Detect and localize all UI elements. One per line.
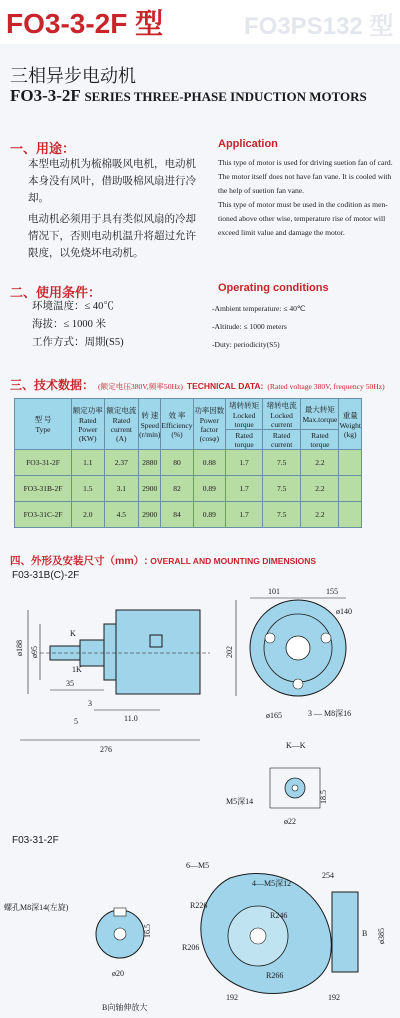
cell-efficiency: 82 xyxy=(161,476,193,502)
cell-speed: 2880 xyxy=(139,450,161,476)
technical-en-note: (Rated voltage 380V, frequency 50Hz) xyxy=(267,382,385,391)
motor-flange xyxy=(104,624,116,680)
cell-max-torque: 2.2 xyxy=(301,476,339,502)
cell-locked-torque: 1.7 xyxy=(226,450,263,476)
header-speed-cn: 转 速 xyxy=(141,410,159,420)
header-lc-sub: Rated current xyxy=(263,430,301,450)
header-power-factor xyxy=(193,399,226,450)
bolt-hole xyxy=(265,633,275,643)
header-lt-en: Locked torque xyxy=(232,410,256,429)
label-16-5: 16.5 xyxy=(143,924,152,938)
cell-current: 3.1 xyxy=(104,476,139,502)
header-eff-unit: (%) xyxy=(171,429,183,439)
en-series: SERIES THREE-PHASE INDUCTION MOTORS xyxy=(84,89,367,104)
bolt-hole xyxy=(293,679,303,689)
label-202: 202 xyxy=(225,646,234,658)
operating-en-item: -Altitude: ≤ 1000 meters xyxy=(212,322,287,331)
label-6m5: 6—M5 xyxy=(186,861,210,870)
table-row xyxy=(15,476,362,502)
technical-cn-heading: 三、技术数据： xyxy=(10,378,95,392)
operating-cn-item: 环境温度：≤ 40℃ xyxy=(32,301,114,312)
cell-locked-current: 7.5 xyxy=(263,502,301,528)
cell-weight xyxy=(339,476,362,502)
label-35: 35 xyxy=(66,679,74,688)
label-d165: ø165 xyxy=(266,711,282,720)
label-b: B xyxy=(362,929,368,938)
label-11: 11.0 xyxy=(124,714,138,723)
header-locked-current xyxy=(263,399,301,430)
label-5: 5 xyxy=(74,717,78,726)
header-power-cn: 额定功率 xyxy=(72,406,103,415)
bolt-hole xyxy=(321,633,331,643)
cell-type: FO3-31B-2F xyxy=(15,476,72,502)
end-view-center xyxy=(286,636,310,660)
cell-max-torque: 2.2 xyxy=(301,502,339,528)
label-4m5: 4—M5深12 xyxy=(252,879,292,888)
header-lc-cn: 堵转电流 xyxy=(266,400,297,410)
dimensions-en-heading: OVERALL AND MOUNTING DIMENSIONS xyxy=(150,556,317,566)
cell-power: 1.1 xyxy=(72,450,105,476)
label-d140: ø140 xyxy=(336,607,352,616)
application-en-line: exceed limit value and damage the motor. xyxy=(218,228,345,237)
cell-locked-current: 7.5 xyxy=(263,476,301,502)
cell-power: 1.5 xyxy=(72,476,105,502)
label-k: K xyxy=(70,629,76,638)
header-mt-en: Max.torque xyxy=(302,415,338,425)
header-current-cn: 额定电流 xyxy=(106,406,137,415)
label-r206: R206 xyxy=(182,943,200,952)
en-model: FO3-3-2F xyxy=(10,86,81,105)
model-label-1: F03-31B(C)-2F xyxy=(12,570,80,581)
cell-locked-torque: 1.7 xyxy=(226,502,263,528)
operating-cn-heading: 二、使用条件： xyxy=(10,285,102,300)
label-d385: ø385 xyxy=(377,928,386,944)
label-m5: M5深14 xyxy=(226,797,254,806)
application-en-line: This type of motor must be used in the codition as men- xyxy=(218,200,388,209)
application-en-line: tioned above other wise, temperature rise of motor will xyxy=(218,214,386,223)
application-en-heading: Application xyxy=(218,138,278,150)
header-current-unit: (A) xyxy=(116,434,127,443)
label-d22: ø22 xyxy=(284,817,296,826)
label-192-b: 192 xyxy=(328,993,340,1002)
label-101: 101 xyxy=(268,587,280,596)
header-pf-unit: (cosφ) xyxy=(199,434,219,443)
dimensions-heading-line xyxy=(10,553,316,568)
header-weight xyxy=(339,399,362,450)
cell-power-factor: 0.88 xyxy=(193,450,226,476)
header-w-en: Weight xyxy=(339,420,361,430)
operating-en-item: -Duty: periodicity(S5) xyxy=(212,340,280,349)
header-eff-cn: 效 率 xyxy=(168,410,186,420)
shaft-key xyxy=(114,908,126,916)
header-speed-unit: (r/min) xyxy=(139,429,161,439)
technical-cn-note: (额定电压380V,频率50Hz) xyxy=(98,382,183,391)
header-locked-torque xyxy=(226,399,263,430)
label-r226: R226 xyxy=(190,901,208,910)
operating-cn-list xyxy=(32,298,124,352)
model-label-2: F03-31-2F xyxy=(12,835,59,846)
header-type-en: Type xyxy=(35,425,51,434)
label-276: 276 xyxy=(100,745,112,754)
label-r246: R246 xyxy=(270,911,288,920)
cell-power-factor: 0.89 xyxy=(193,476,226,502)
technical-heading-line xyxy=(10,376,385,394)
cell-locked-torque: 1.7 xyxy=(226,476,263,502)
operating-cn-item: 海拔：≤ 1000 米 xyxy=(32,319,107,330)
cell-speed: 2900 xyxy=(139,476,161,502)
ghost-title: FO3PS132 型 xyxy=(244,13,394,40)
side-housing xyxy=(332,892,358,972)
cell-speed: 2900 xyxy=(139,502,161,528)
application-cn-paragraph: 本型电动机为梳棉吸风电机，电动机本身没有风叶，借助吸棉风扇进行冷却。 xyxy=(28,159,196,204)
header-power-unit: (KW) xyxy=(79,434,97,443)
application-cn-paragraph: 电动机必须用于具有类似风扇的冷却情况下，否则电动机温升将超过允许限度，以免烧坏电动机。 xyxy=(28,214,196,259)
technical-data-table xyxy=(14,398,362,528)
cell-type: FO3-31C-2F xyxy=(15,502,72,528)
technical-en-heading: TECHNICAL DATA: xyxy=(186,381,264,391)
cn-subtitle: 三相异步电动机 xyxy=(10,66,136,86)
label-1k: 1K xyxy=(72,665,82,674)
table-row xyxy=(15,502,362,528)
label-m8: 3 — M8深16 xyxy=(308,709,352,718)
label-192-a: 192 xyxy=(226,993,238,1002)
dimensions-cn-heading: 四、外形及安装尺寸（mm）: xyxy=(10,555,148,567)
header-lt-cn: 堵转转矩 xyxy=(229,400,260,410)
header-lt-sub: Rated torque xyxy=(226,430,263,450)
motor-body xyxy=(116,610,200,694)
label-bshaft: B向轴伸放大 xyxy=(102,1003,148,1012)
application-cn-text xyxy=(28,156,196,266)
label-3: 3 xyxy=(88,699,92,708)
cell-max-torque: 2.2 xyxy=(301,450,339,476)
cell-locked-current: 7.5 xyxy=(263,450,301,476)
operating-cn-item: 工作方式：周期(S5) xyxy=(32,337,124,348)
label-d95: ø95 xyxy=(30,646,39,658)
label-155: 155 xyxy=(326,587,338,596)
application-en-line: The motor itself does not have fan vane. It is cooled with xyxy=(218,172,392,181)
application-en-line: the help of suetion fan vane. xyxy=(218,186,305,195)
shaft-end-hole xyxy=(114,928,126,940)
label-hole: 螺孔M8深14(左旋) xyxy=(4,903,69,912)
cell-power-factor: 0.89 xyxy=(193,502,226,528)
header-mt-cn: 最大转矩 xyxy=(304,405,335,415)
fan-hub xyxy=(250,928,266,944)
title-bar xyxy=(0,0,400,44)
header-current xyxy=(104,399,139,450)
cell-weight xyxy=(339,450,362,476)
header-type xyxy=(15,399,72,450)
operating-en-item: -Ambient temperature: ≤ 40℃ xyxy=(212,304,306,313)
header-type-cn: 型 号 xyxy=(34,415,52,424)
application-en-text xyxy=(218,156,396,240)
header-w-cn: 重量 xyxy=(342,410,358,420)
header-eff-en: Efficiency xyxy=(161,420,193,430)
header-current-en: Rated current xyxy=(110,416,132,434)
label-kk: K—K xyxy=(286,741,306,750)
label-r266: R266 xyxy=(266,971,284,980)
header-pf-cn: 功率因数 xyxy=(194,406,225,415)
cell-weight xyxy=(339,502,362,528)
label-d188: ø188 xyxy=(15,640,24,656)
cell-efficiency: 84 xyxy=(161,502,193,528)
label-d20: ø20 xyxy=(112,969,124,978)
drawing-f03-31bc xyxy=(0,580,400,835)
operating-en-heading: Operating conditions xyxy=(218,282,329,294)
header-max-torque xyxy=(301,399,339,430)
label-18-5: 18.5 xyxy=(319,790,328,804)
header-efficiency xyxy=(161,399,193,450)
application-cn-heading: 一、用途： xyxy=(10,141,76,156)
cell-type: FO3-31-2F xyxy=(15,450,72,476)
table-row xyxy=(15,450,362,476)
cell-current: 4.5 xyxy=(104,502,139,528)
cell-current: 2.37 xyxy=(104,450,139,476)
header-mt-sub: Rated torque xyxy=(301,430,339,450)
page-title: FO3-3-2F 型 xyxy=(6,8,164,39)
cell-efficiency: 80 xyxy=(161,450,193,476)
header-speed-en: Speed xyxy=(140,420,159,430)
application-en-line: This type of motor is used for driving suetion fan of card. xyxy=(218,158,393,167)
drawing-f03-31 xyxy=(0,848,400,1018)
header-pf-en: Power factor xyxy=(199,416,219,434)
label-254: 254 xyxy=(322,871,334,880)
cell-power: 2.0 xyxy=(72,502,105,528)
header-power-en: Rated Power xyxy=(78,416,98,434)
kk-hole xyxy=(292,785,298,791)
operating-en-list xyxy=(212,300,305,354)
en-subtitle xyxy=(10,86,367,106)
header-speed xyxy=(139,399,161,450)
header-w-unit: (kg) xyxy=(343,429,357,439)
header-lc-en: Locked current xyxy=(270,410,293,429)
header-power xyxy=(72,399,105,450)
